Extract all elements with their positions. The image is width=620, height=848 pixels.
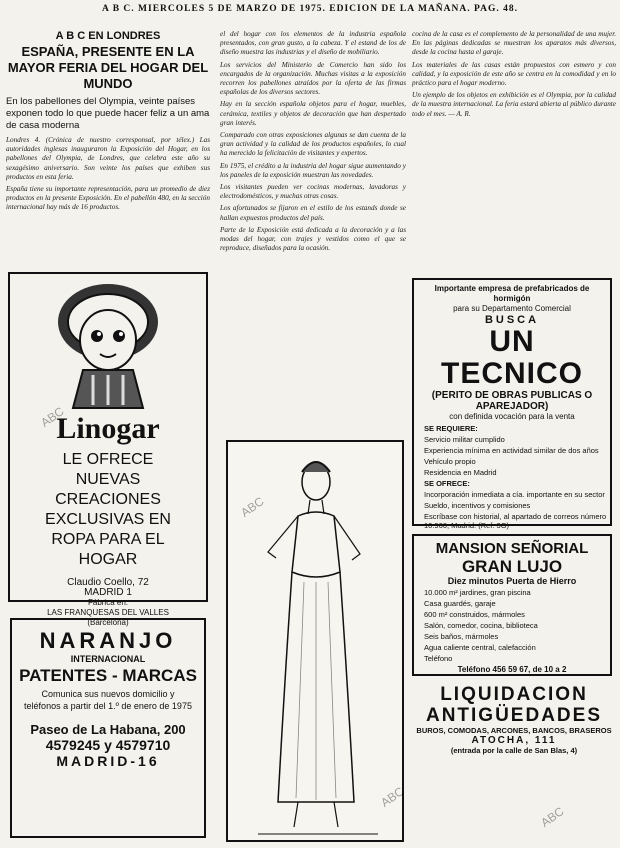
linogar-line: EXCLUSIVAS EN bbox=[45, 511, 171, 528]
mansion-feature: Casa guardés, garaje bbox=[424, 599, 496, 608]
linogar-address: Claudio Coello, 72 bbox=[67, 577, 149, 588]
linogar-line: ROPA PARA EL bbox=[51, 531, 165, 548]
linogar-brand: Linogar bbox=[56, 412, 160, 445]
tecnico-requirement: Experiencia mínima en actividad similar de dos años bbox=[424, 446, 599, 455]
article-paragraph: Los materiales de las casas están propuestos con esmero y con calidad, y la exposición de este año se centra en la comodidad y en lo práctico para el hogar moderno. bbox=[412, 60, 616, 88]
naranjo-city: MADRID-16 bbox=[56, 753, 160, 769]
mansion-location: Diez minutos Puerta de Hierro bbox=[447, 576, 577, 586]
mansion-feature: Salón, comedor, cocina, biblioteca bbox=[424, 621, 538, 630]
watermark: ABC bbox=[378, 784, 407, 810]
tecnico-busca: BUSCA bbox=[484, 314, 540, 326]
liquidacion-title: LIQUIDACION bbox=[440, 684, 588, 705]
article-paragraph: cocina de la casa es el complemento de la personalidad de una mujer. En las páginas dedicadas se muestran los aparatos más diversos, desde la cocina hasta el garaje. bbox=[412, 30, 616, 57]
linogar-province: (Barcelona) bbox=[87, 618, 129, 627]
naranjo-notice: Comunica sus nuevos domicilio y teléfonos a partir del 1.º de enero de 1975 bbox=[24, 689, 192, 711]
linogar-ad bbox=[8, 272, 208, 627]
naranjo-sub: INTERNACIONAL bbox=[70, 654, 146, 664]
naranjo-phones: 4579245 y 4579710 bbox=[45, 737, 171, 753]
liquidacion-entrance: (entrada por la calle de San Blas, 4) bbox=[450, 746, 578, 755]
tecnico-closing: Escríbase con historial, al apartado de correos número 10.966, Madrid. (Ref. 3G) bbox=[424, 512, 607, 530]
article-paragraph: Parte de la Exposición está dedicada a la decoración y a las modas del hogar, con trajes y vestidos como el que se reproduce, diseñados para la ocasión. bbox=[220, 225, 406, 253]
naranjo-ad bbox=[10, 618, 206, 838]
watermark: ABC bbox=[538, 804, 567, 830]
article-paragraph: Los servicios del Ministerio de Comercio han sido los encargados de la organización. Muchas visitas a la exposición recorren los pabellones atraídos por la oferta de las firmas españolas de los diversos sectores. bbox=[220, 60, 406, 97]
article-paragraph: el del hogar con los elementos de la industria española presentados, con gran gusto, a la cabeza. Y el estand de los de diseño muestra las industrias y el diseño de mobiliario. bbox=[220, 30, 406, 57]
tecnico-intro: Importante empresa de prefabricados de hormigón bbox=[434, 284, 590, 303]
mansion-feature: 10.000 m² jardines, gran piscina bbox=[424, 588, 531, 597]
naranjo-address: Paseo de La Habana, 200 bbox=[30, 722, 186, 737]
liquidacion-address: ATOCHA, 111 bbox=[471, 735, 557, 746]
linogar-line: NUEVAS bbox=[75, 471, 141, 488]
linogar-factory: Fábrica en: bbox=[87, 598, 129, 607]
article-paragraph: Londres 4. (Crónica de nuestro corresponsal, por télex.) Las autoridades inglesas inauguraron la Exposición del Hogar, en los pabellones del Olympia, de Londres, que celebra este año su sexagésimo aniversario. Son veinte los países que exhiben sus productos en esta feria. bbox=[6, 136, 210, 181]
tecnico-title: UN TECNICO bbox=[441, 325, 583, 390]
article-paragraph: En 1975, el crédito a la industria del hogar sigue aumentando y los paneles de la exposición muestran las novedades. bbox=[220, 161, 406, 179]
article-column-3 bbox=[412, 30, 616, 264]
mansion-feature: 600 m² construidos, mármoles bbox=[424, 610, 525, 619]
naranjo-service: PATENTES - MARCAS bbox=[19, 666, 197, 685]
section-label: A B C EN LONDRES bbox=[55, 30, 161, 42]
article-paragraph: Los afortunados se fijaron en el estilo de los estands donde se hallan expuestos productos del país. bbox=[220, 204, 406, 222]
doll-illustration-icon bbox=[53, 280, 163, 410]
linogar-city: MADRID 1 bbox=[84, 587, 132, 598]
mansion-ad bbox=[412, 534, 612, 676]
article-lead: En los pabellones del Olympia, veinte países exponen todo lo que puede hacer feliz a un ama de casa moderna bbox=[6, 96, 210, 131]
naranjo-name: NARANJO bbox=[39, 628, 177, 653]
tecnico-sub: (PERITO DE OBRAS PUBLICAS O APAREJADOR) bbox=[431, 390, 593, 412]
linogar-line: HOGAR bbox=[78, 551, 138, 568]
mansion-feature: Agua caliente central, calefacción bbox=[424, 643, 536, 652]
tecnico-offer: Sueldo, incentivos y comisiones bbox=[424, 501, 531, 510]
tecnico-ad bbox=[412, 278, 612, 530]
linogar-line: CREACIONES bbox=[55, 491, 161, 508]
tecnico-requirement: Servicio militar cumplido bbox=[424, 435, 505, 444]
article-column-2 bbox=[220, 30, 406, 434]
mansion-phone: Teléfono 456 59 67, de 10 a 2 bbox=[457, 665, 567, 674]
article-paragraph: España tiene su importante representación, para un promedio de diez productos en la presente Exposición. En el pabellón 480, en la sección internacional hay más de 16 productos. bbox=[6, 185, 210, 212]
linogar-factory-place: LAS FRANQUESAS DEL VALLES bbox=[47, 608, 169, 617]
watermark: ABC bbox=[238, 494, 267, 520]
tecnico-dept: para su Departamento Comercial bbox=[453, 304, 571, 313]
page-header: A B C. MIERCOLES 5 DE MARZO DE 1975. EDICION DE LA MAÑANA. PAG. 48. bbox=[102, 4, 518, 14]
tecnico-offer: Incorporación inmediata a cía. importante en su sector bbox=[424, 490, 605, 499]
article-column-1 bbox=[6, 30, 210, 216]
mansion-feature: Teléfono bbox=[424, 654, 453, 663]
article-paragraph: Un ejemplo de los objetos en exhibición es el Olympia, por la calidad de la muestra internacional. La feria estará abierta al público durante todo el mes. — A. R. bbox=[412, 91, 616, 118]
linogar-line: LE OFRECE bbox=[62, 451, 154, 468]
tecnico-note: con definida vocación para la venta bbox=[449, 412, 575, 421]
tecnico-requirement: Vehículo propio bbox=[424, 457, 476, 466]
watermark: ABC bbox=[38, 404, 67, 430]
liquidacion-items: BUROS, COMODAS, ARCONES, BANCOS, BRASEROS bbox=[416, 726, 612, 735]
liquidacion-subtitle: ANTIGÜEDADES bbox=[425, 705, 602, 726]
mansion-feature: Seis baños, mármoles bbox=[424, 632, 499, 641]
mansion-subtitle: GRAN LUJO bbox=[461, 557, 563, 576]
tecnico-requirement: Residencia en Madrid bbox=[424, 468, 497, 477]
article-paragraph: Comparado con otras exposiciones algunas se dan cuenta de la gran actividad y la calidad de los productos españoles, lo cual ha merecido la felicitación de visitantes y expertos. bbox=[220, 131, 406, 158]
tecnico-offer-label: SE OFRECE: bbox=[424, 479, 470, 488]
mansion-title: MANSION SEÑORIAL bbox=[435, 540, 589, 557]
article-headline: ESPAÑA, PRESENTE EN LA MAYOR FERIA DEL HOGAR DEL MUNDO bbox=[7, 44, 209, 91]
article-paragraph: Hay en la sección española objetos para el hogar, muebles, cerámica, textiles y objetos de decoración que han despertado gran interés. bbox=[220, 100, 406, 127]
liquidacion-ad bbox=[412, 684, 616, 754]
article-paragraph: Los visitantes pueden ver cocinas modernas, lavadoras y electrodomésticos, y muchas otras cosas. bbox=[220, 183, 406, 201]
tecnico-req-label: SE REQUIERE: bbox=[424, 424, 478, 433]
